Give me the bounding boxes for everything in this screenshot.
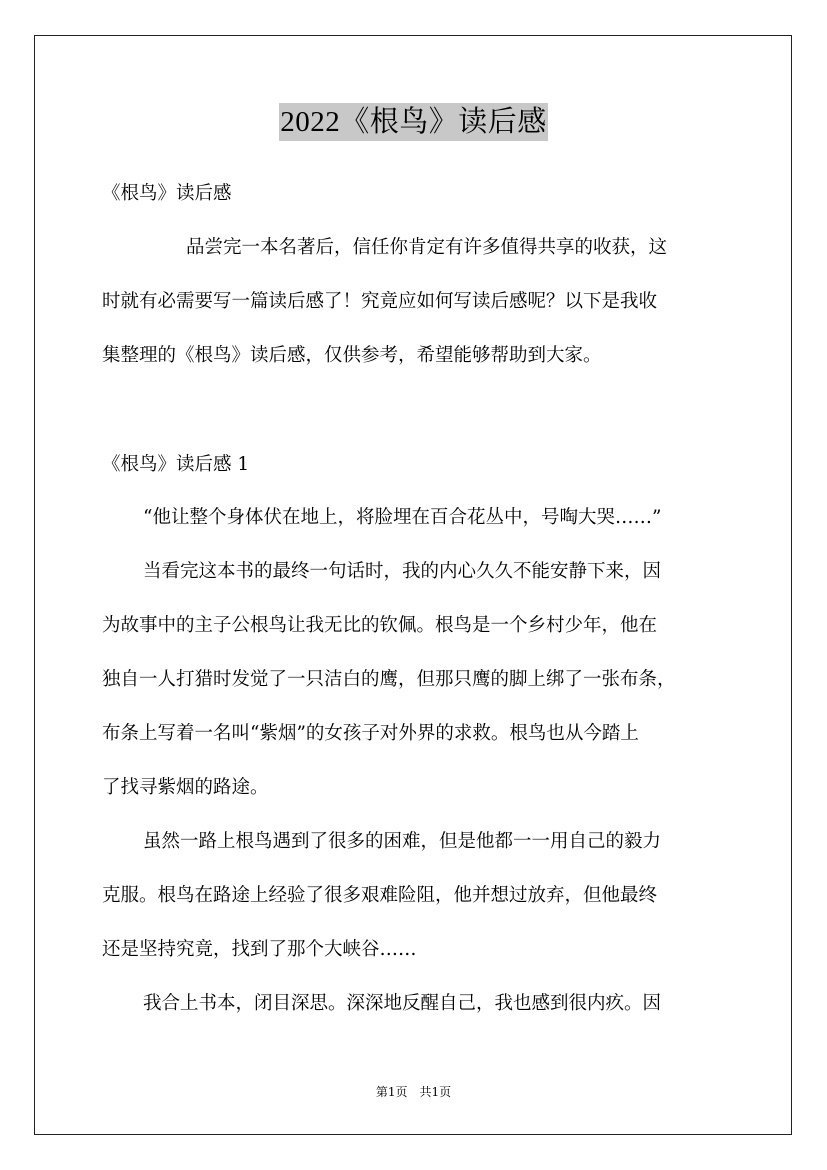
page-number: 第1页 共1页 xyxy=(375,1085,452,1099)
page-title: 2022《根鸟》读后感 xyxy=(279,103,548,141)
body-line: 独自一人打猎时发觉了一只洁白的鹰，但那只鹰的脚上绑了一张布条， xyxy=(102,669,676,690)
title-container xyxy=(0,103,827,141)
body-line: “他让整个身体伏在地上，将脸埋在百合花丛中，号啕大哭……” xyxy=(143,507,662,528)
subtitle: 《根鸟》读后感 xyxy=(102,183,232,204)
intro-line: 品尝完一本名著后，信任你肯定有许多值得共享的收获，这 xyxy=(186,237,668,258)
body-line: 还是坚持究竟，找到了那个大峡谷…… xyxy=(102,939,417,960)
section-heading: 《根鸟》读后感 1 xyxy=(102,454,250,475)
body-line: 布条上写着一名叫“紫烟”的女孩子对外界的求救。根鸟也从今踏上 xyxy=(102,723,639,744)
body-line: 为故事中的主子公根鸟让我无比的钦佩。根鸟是一个乡村少年，他在 xyxy=(102,615,658,636)
body-line: 了找寻紫烟的路途。 xyxy=(102,777,269,798)
body-line: 克服。根鸟在路途上经验了很多艰难险阻，他并想过放弃，但他最终 xyxy=(102,885,658,906)
body-line: 我合上书本，闭目深思。深深地反醒自己，我也感到很内疚。因 xyxy=(143,993,662,1014)
intro-line: 时就有必需要写一篇读后感了！究竟应如何写读后感呢？以下是我收 xyxy=(102,291,658,312)
body-line: 虽然一路上根鸟遇到了很多的困难，但是他都一一用自己的毅力 xyxy=(143,831,662,852)
intro-line: 集整理的《根鸟》读后感，仅供参考，希望能够帮助到大家。 xyxy=(102,345,602,366)
body-line: 当看完这本书的最终一句话时，我的内心久久不能安静下来，因 xyxy=(143,561,662,582)
